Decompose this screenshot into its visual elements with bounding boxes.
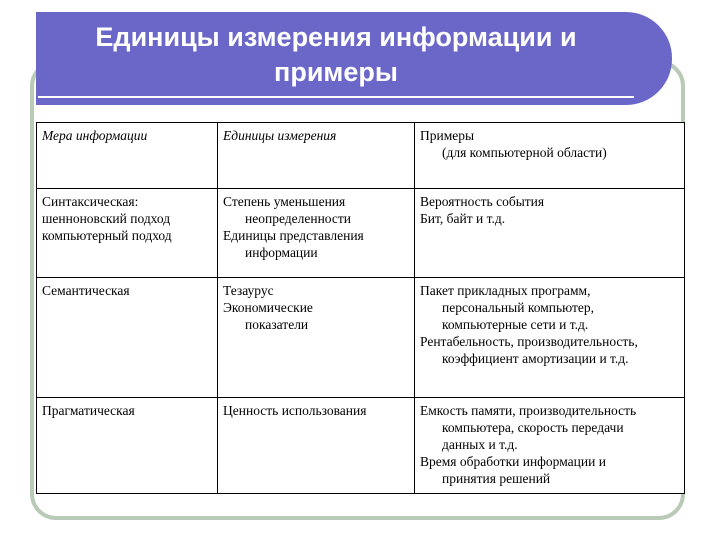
title-line-2: примеры	[274, 57, 398, 87]
cell-examples	[415, 278, 685, 398]
cell-line: принятия решений	[442, 471, 551, 486]
header-examples	[415, 123, 685, 189]
cell-line: компьютера, скорость передачи	[442, 420, 624, 435]
table-row	[37, 398, 685, 494]
cell-line: Прагматическая	[42, 403, 135, 418]
cell-units	[218, 189, 415, 278]
units-table	[36, 122, 685, 494]
cell-line: Тезаурус	[223, 283, 274, 298]
title-underline	[38, 96, 634, 98]
cell-line: неопределенности	[245, 211, 351, 226]
header-examples-line-2: (для компьютерной области)	[442, 145, 607, 160]
cell-units	[218, 278, 415, 398]
cell-line: Экономические	[223, 300, 313, 315]
cell-line: Степень уменьшения	[223, 194, 346, 209]
cell-line: Пакет прикладных программ,	[420, 283, 591, 298]
cell-line: данных и т.д.	[442, 437, 518, 452]
cell-line: Единицы представления	[223, 228, 364, 243]
cell-line: показатели	[245, 317, 309, 332]
cell-line: шенноновский подход	[42, 211, 171, 226]
slide-title	[36, 20, 636, 90]
cell-line: Семантическая	[42, 283, 130, 298]
cell-line: коэффициент амортизации и т.д.	[442, 351, 629, 366]
cell-line: компьютерный подход	[42, 228, 172, 243]
cell-line: компьютерные сети и т.д.	[442, 317, 589, 332]
cell-line: Синтаксическая:	[42, 194, 139, 209]
cell-line: Бит, байт и т.д.	[420, 211, 506, 226]
header-measure: Мера информации	[37, 123, 218, 189]
cell-line: Вероятность события	[420, 194, 545, 209]
cell-line: Емкость памяти, производительность	[420, 403, 637, 418]
cell-measure	[37, 189, 218, 278]
table-row	[37, 278, 685, 398]
title-line-1: Единицы измерения информации и	[95, 22, 577, 52]
table-row	[37, 189, 685, 278]
cell-line: Время обработки информации и	[420, 454, 606, 469]
cell-units	[218, 398, 415, 494]
header-units: Единицы измерения	[218, 123, 415, 189]
cell-measure	[37, 278, 218, 398]
cell-examples	[415, 398, 685, 494]
cell-examples	[415, 189, 685, 278]
cell-measure	[37, 398, 218, 494]
cell-line: Рентабельность, производительность,	[420, 334, 638, 349]
cell-line: персональный компьютер,	[442, 300, 595, 315]
table-header-row	[37, 123, 685, 189]
cell-line: информации	[245, 245, 318, 260]
header-examples-line-1: Примеры	[420, 128, 475, 143]
cell-line: Ценность использования	[223, 403, 367, 418]
